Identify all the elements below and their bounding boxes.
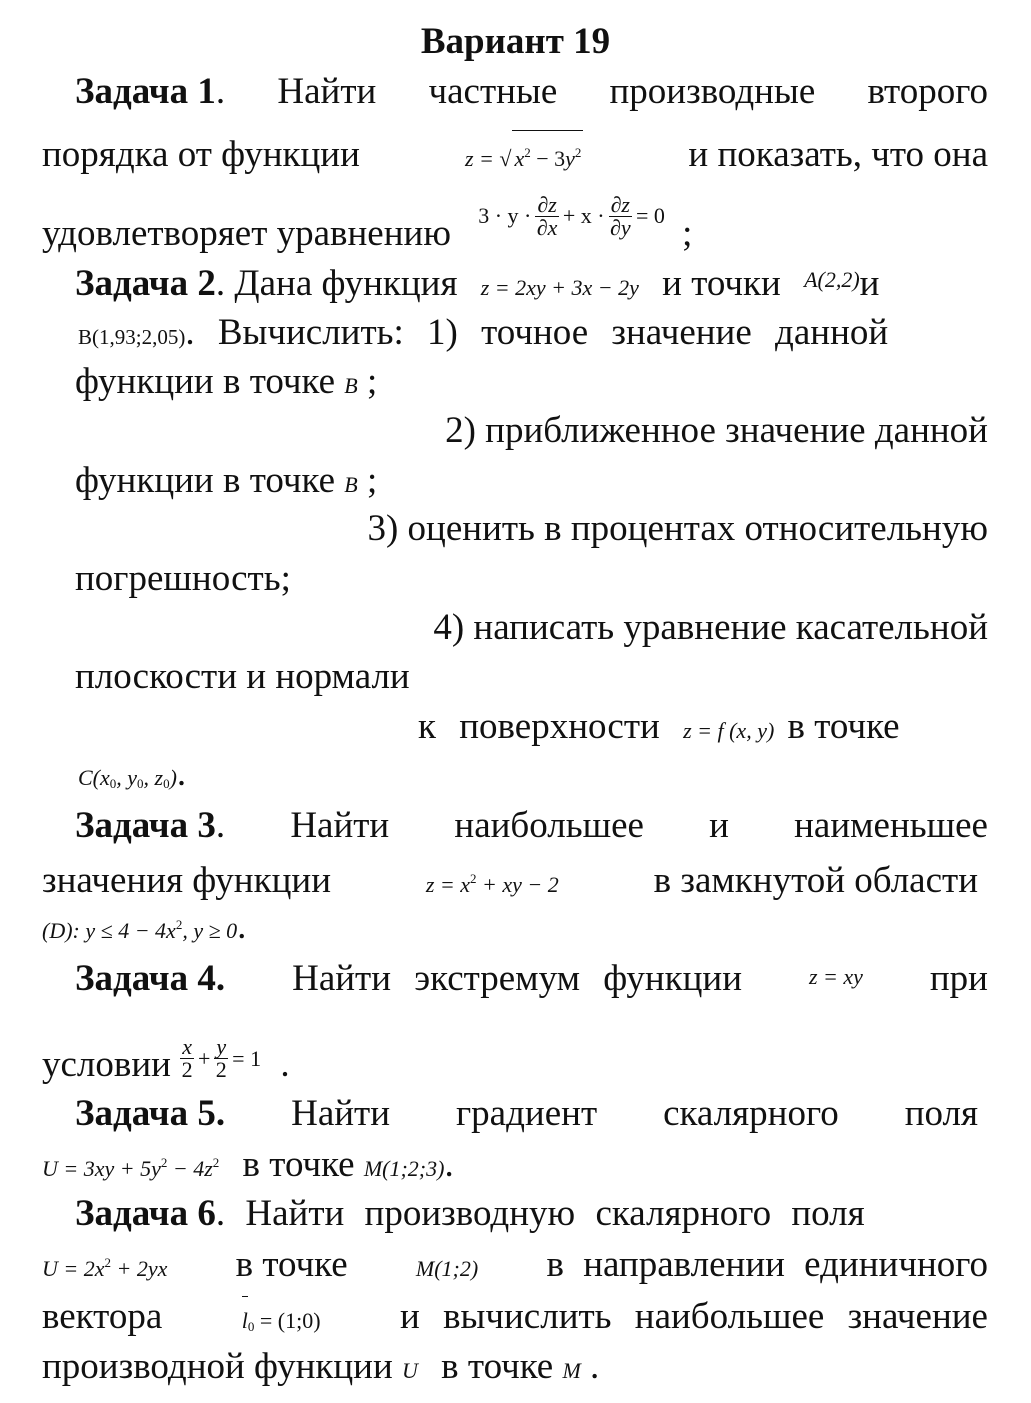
task-2-line-2: B(1,93;2,05). Вычислить: 1) точное значение данной [78, 312, 889, 353]
task-6-line-2: $U = 2x^2 + 2yx$ в точке M(1;2) в направлении единичного [42, 1241, 988, 1291]
surface-function: z = f (x, y) [683, 718, 775, 743]
task-1-line-1: Задача 1. Найти частные производные второго [75, 71, 988, 112]
task-5-line-1: Задача 5. Найти градиент скалярного поля [75, 1093, 978, 1134]
task-5-heading: Задача 5. [75, 1093, 226, 1134]
task-4-line-2: условии $\frac{x}{2}$ + $\frac{y}{2}$ = 1 . [42, 1034, 290, 1085]
task-4-heading: Задача 4. [75, 958, 226, 999]
task-3-line-3: (D): $y \le 4 - 4x^2$, y ≥ 0. [42, 906, 247, 947]
task-2-line-5: функции в точке B ; [75, 460, 378, 501]
task-3-heading: Задача 3 [75, 805, 216, 846]
task-3-line-1: Задача 3. Найти наибольшее и наименьшее [75, 805, 988, 846]
task-6-heading: Задача 6 [75, 1193, 216, 1234]
page-title: Вариант 19 [420, 21, 611, 62]
task-3-line-2: значения функции $z = x^2$ + xy − 2 в замкнутой области [42, 857, 978, 907]
point-c: $C(x_0$, $y_0$, $z_0$) [78, 765, 177, 791]
task-2-line-6: 3) оценить в процентах относительную [367, 508, 988, 549]
task-4-function: z = xy [808, 964, 863, 989]
point-b: B(1,93;2,05) [78, 325, 186, 349]
unit-vector: $l_0$ = (1;0) [242, 1299, 321, 1349]
task-1-line-3: удовлетворяет уравнению 3 · y · $\frac{\partial z}{\partial x}$ + x · $\frac{\partial z}{\partial y}$ = 0 ; [42, 191, 693, 254]
task-6-line-4: производной функции U в точке M . [42, 1346, 600, 1387]
task-6-field: $U = 2x^2 + 2yx$ [42, 1255, 168, 1281]
task-2-line-10: к поверхности z = f (x, y) в точке [418, 706, 900, 747]
task-5-line-2: $U = 3xy + 5y^2 - 4z^2$ в точке M(1;2;3). [42, 1144, 454, 1185]
task-2-heading: Задача 2 [75, 263, 216, 304]
task-2-line-1: Задача 2. Дана функция z = 2xy + 3x − 2y и точки $^{A(2,2)}$и [75, 263, 880, 304]
point-m-6: M(1;2) [415, 1256, 479, 1281]
task-6-line-1: Задача 6. Найти производную скалярного поля [75, 1193, 865, 1234]
task-4-condition: $\frac{x}{2}$ + $\frac{y}{2}$ = 1 [181, 1034, 262, 1082]
task-2-line-9: плоскости и нормали [75, 656, 410, 697]
task-2-line-8: 4) написать уравнение касательной [433, 607, 988, 648]
task-2-function: z = 2xy + 3x − 2y [480, 275, 639, 300]
task-6-line-3: вектора $l_0$ = (1;0) и вычислить наибольшее значение [42, 1295, 988, 1349]
task-1-heading: Задача 1 [75, 71, 216, 112]
point-m-5: M(1;2;3) [363, 1156, 445, 1181]
task-2-line-7: погрешность; [75, 558, 291, 599]
task-2-line-3: функции в точке B ; [75, 361, 378, 402]
task-1-function: z = √ $x^2 - 3y^2$ [465, 130, 583, 181]
region-d: (D): $y \le 4 - 4x^2$, y ≥ 0 [42, 917, 238, 943]
task-1-line-2: порядка от функции z = √ $x^2 - 3y^2$ и показать, что она [42, 130, 988, 181]
task-1-equation: 3 · y · $\frac{\partial z}{\partial x}$ + x · $\frac{\partial z}{\partial y}$ = 0 [478, 191, 665, 240]
task-3-function: $z = x^2$ + xy − 2 [425, 871, 559, 897]
task-5-field: $U = 3xy + 5y^2 - 4z^2$ [42, 1155, 220, 1181]
task-4-line-1: Задача 4. Найти экстремум функции z = xy при [75, 957, 988, 1005]
task-2-point-c: $C(x_0$, $y_0$, $z_0$). [78, 753, 187, 794]
task-2-line-4: 2) приближенное значение данной [445, 410, 988, 451]
point-a: A(2,2) [804, 267, 860, 292]
